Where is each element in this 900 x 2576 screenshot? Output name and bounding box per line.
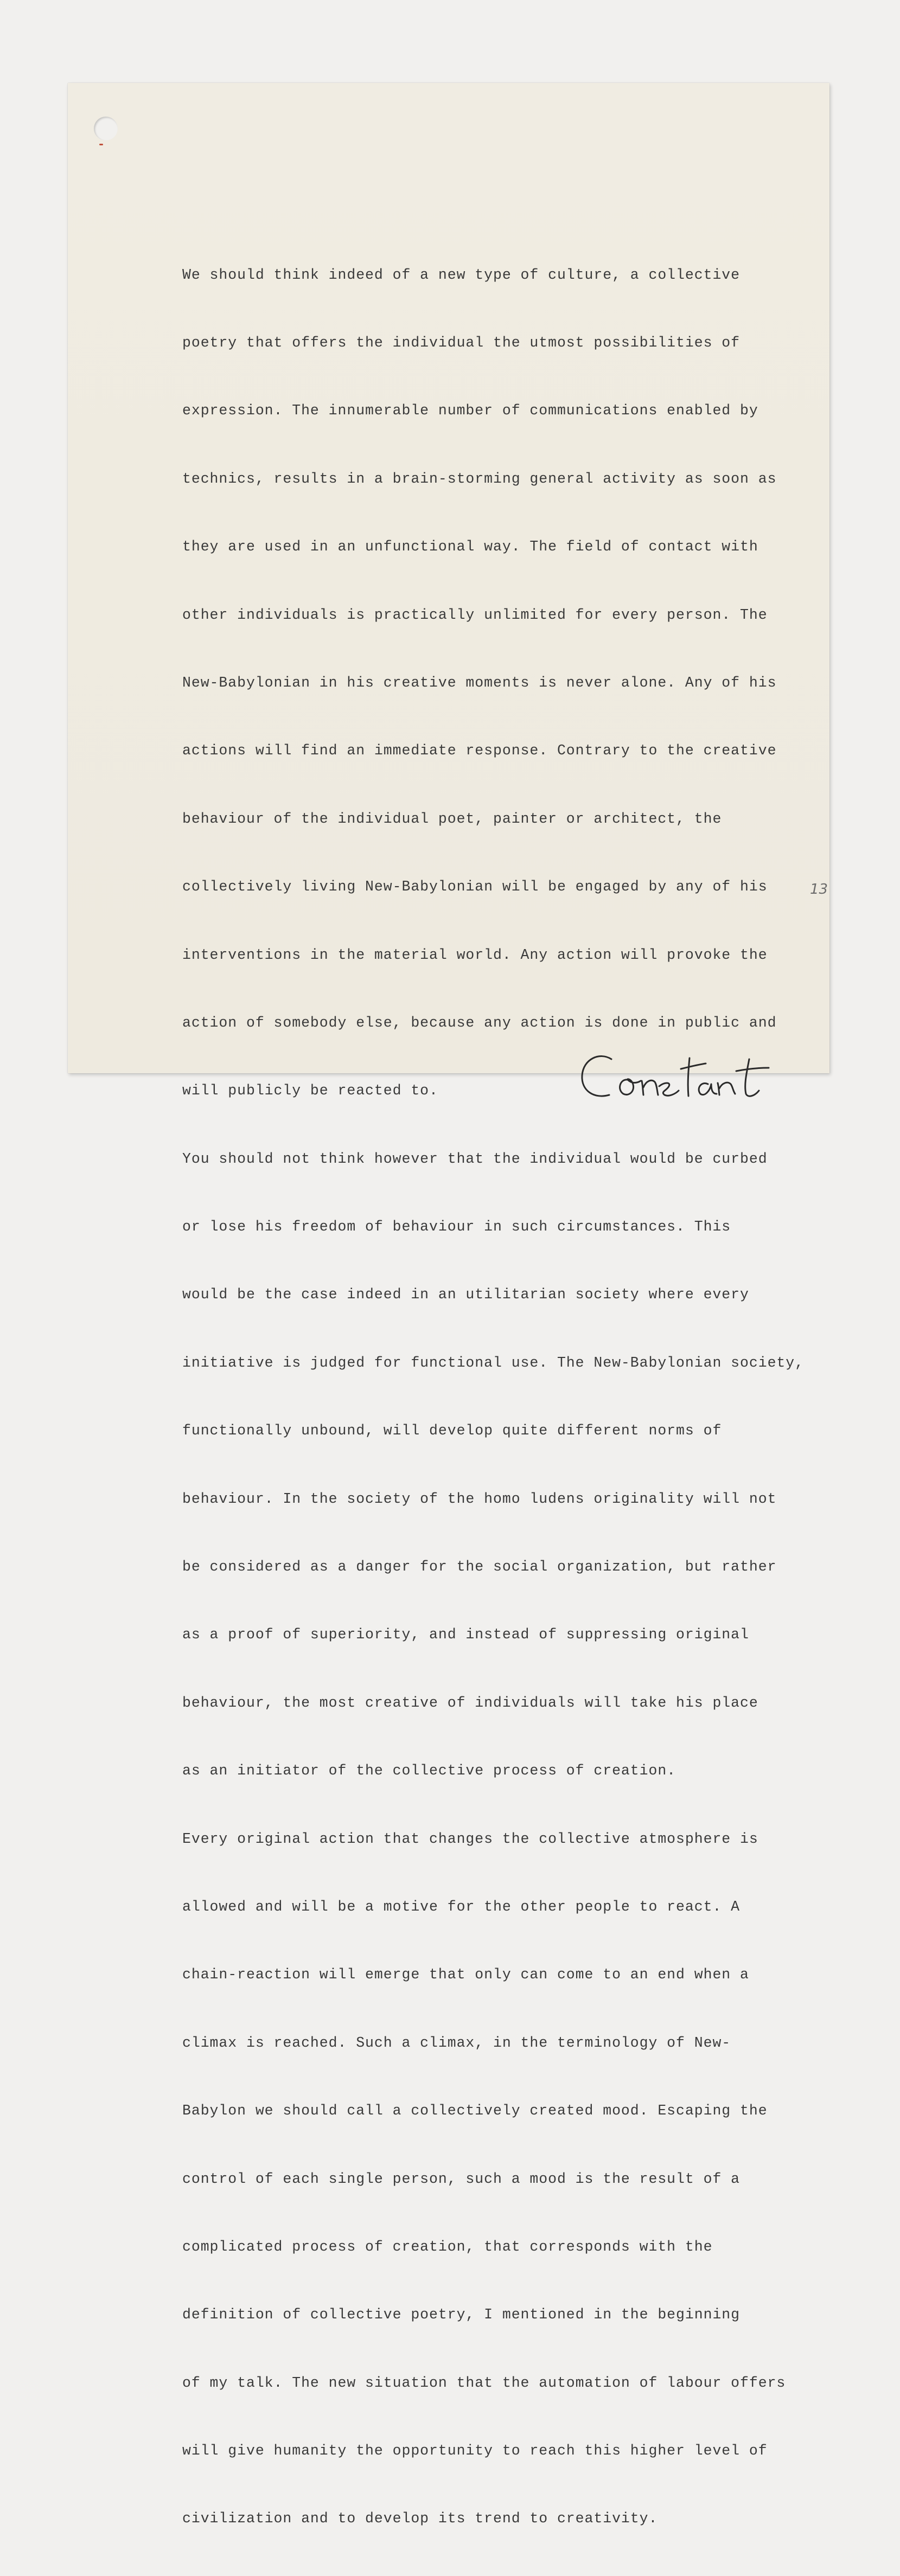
text-line: We should think indeed of a new type of culture, a collective	[182, 266, 741, 283]
signature-stroke	[736, 1059, 769, 1096]
punch-hole	[94, 117, 118, 140]
text-line: functionally unbound, will develop quite different norms of	[182, 1422, 722, 1439]
typed-body-text	[182, 219, 898, 2576]
text-line: collectively living New-Babylonian will be engaged by any of his	[182, 879, 768, 895]
text-line: other individuals is practically unlimited for every person. The	[182, 606, 768, 623]
text-line: action of somebody else, because any action is done in public and	[182, 1014, 777, 1031]
signature-stroke	[681, 1058, 706, 1096]
text-line: behaviour. In the society of the homo ludens originality will not	[182, 1490, 777, 1507]
text-line: climax is reached. Such a climax, in the terminology of New-	[182, 2034, 731, 2051]
signature-stroke	[582, 1056, 611, 1097]
text-line: initiative is judged for functional use. The New-Babylonian society,	[182, 1354, 804, 1371]
text-line: actions will find an immediate response. Contrary to the creative	[182, 742, 777, 759]
text-line: You should not think however that the individual would be curbed	[182, 1150, 768, 1167]
typed-page	[68, 83, 829, 2527]
text-line: behaviour of the individual poet, painter or architect, the	[182, 810, 722, 827]
text-line: or lose his freedom of behaviour in such circumstances. This	[182, 1219, 731, 1235]
text-line: as an initiator of the collective process of creation.	[182, 1763, 676, 1779]
text-line: civilization and to develop its trend to creativity.	[182, 2510, 658, 2527]
text-line: poetry that offers the individual the utmost possibilities of	[182, 334, 741, 351]
page-number: 13	[810, 881, 828, 898]
text-line: Every original action that changes the collective atmosphere is	[182, 1830, 758, 1847]
text-line: expression. The innumerable number of communications enabled by	[182, 402, 758, 419]
text-line: would be the case indeed in an utilitarian society where every	[182, 1286, 749, 1303]
text-line: chain-reaction will emerge that only can come to an end when a	[182, 1966, 749, 1983]
text-line: definition of collective poetry, I mentioned in the beginning	[182, 2306, 741, 2323]
text-line: control of each single person, such a mood is the result of a	[182, 2170, 741, 2187]
text-line: New-Babylonian in his creative moments is never alone. Any of his	[182, 674, 777, 691]
handwritten-signature	[578, 1047, 784, 1107]
text-line: complicated process of creation, that corresponds with the	[182, 2238, 713, 2255]
signature-stroke	[642, 1080, 658, 1095]
signature-stroke	[659, 1083, 679, 1095]
red-mark	[99, 144, 103, 145]
text-line: they are used in an unfunctional way. The field of contact with	[182, 539, 758, 555]
text-line: Babylon we should call a collectively created mood. Escaping the	[182, 2103, 768, 2119]
text-line: be considered as a danger for the social organization, but rather	[182, 1559, 777, 1575]
text-line: of my talk. The new situation that the automation of labour offers	[182, 2374, 786, 2391]
signature-stroke	[620, 1079, 641, 1095]
text-line: allowed and will be a motive for the other people to react. A	[182, 1898, 741, 1915]
signature-stroke	[718, 1082, 735, 1095]
signature-stroke	[699, 1084, 717, 1095]
text-line: interventions in the material world. Any action will provoke the	[182, 946, 768, 963]
text-line: technics, results in a brain-storming general activity as soon as	[182, 470, 777, 487]
text-line: will give humanity the opportunity to reach this higher level of	[182, 2443, 768, 2459]
text-line: will publicly be reacted to.	[182, 1082, 438, 1099]
text-line: as a proof of superiority, and instead of suppressing original	[182, 1626, 749, 1643]
text-line: behaviour, the most creative of individuals will take his place	[182, 1694, 758, 1711]
